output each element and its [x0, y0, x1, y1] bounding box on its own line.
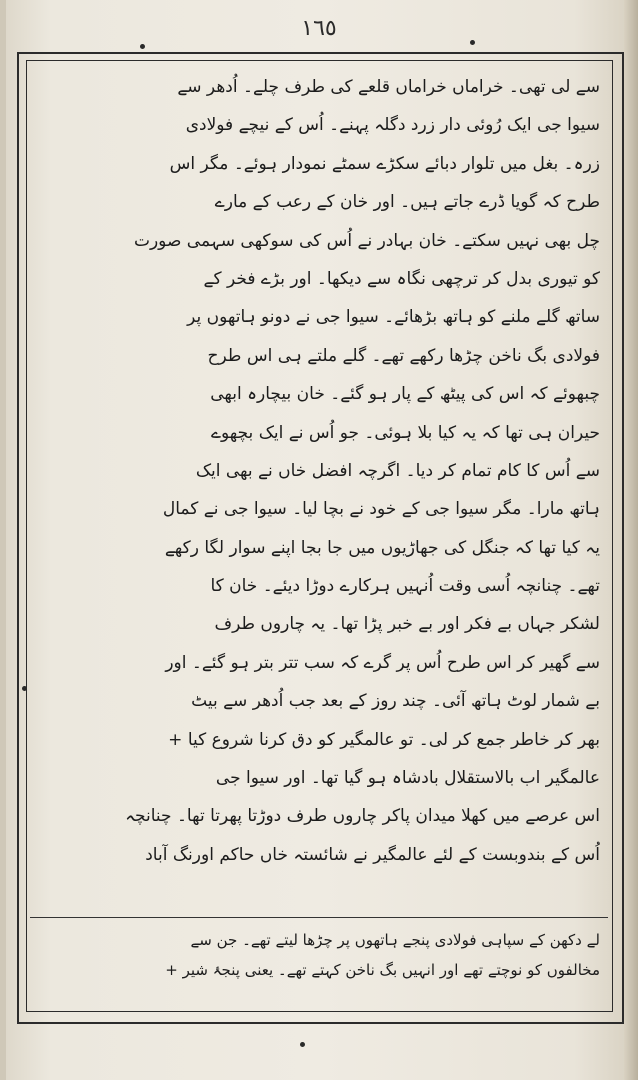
text-line: اس عرصے میں کھلا میدان پاکر چاروں طرف دوڑتا پھرتا تھا۔ چنانچہ [125, 806, 600, 827]
text-line: لشکر جہاں بے فکر اور بے خبر پڑا تھا۔ یہ چاروں طرف [214, 614, 600, 635]
footnote-line: لے دکھن کے سپاہی فولادی پنجے ہاتھوں پر چڑھا لیتے تھے۔ جن سے [190, 931, 600, 949]
page-right-edge [624, 0, 638, 1080]
text-line: عالمگیر اب بالاستقلال بادشاہ ہو گیا تھا۔ اور سیوا جی [215, 768, 600, 789]
margin-dot [22, 686, 27, 691]
footnote [40, 925, 600, 985]
text-line: سیوا جی ایک رُوئی دار زرد دگلہ پہنے۔ اُس کے نیچے فولادی [185, 115, 600, 136]
margin-dot [140, 44, 145, 49]
page-number: ١٦٥ [301, 16, 337, 41]
text-line: ہاتھ مارا۔ مگر سیوا جی کے خود نے بچا لیا۔ سیوا جی نے کمال [162, 499, 600, 520]
text-line: اُس کے بندوبست کے لئے عالمگیر نے شائستہ خاں حاکم اورنگ آباد [145, 844, 600, 865]
text-line: سے لی تھی۔ خراماں خراماں قلعے کی طرف چلے۔ اُدھر سے [177, 77, 600, 97]
text-line: بھر کر خاطر جمع کر لی۔ تو عالمگیر کو دق کرنا شروع کیا + [168, 729, 600, 750]
text-line: ساتھ گلے ملنے کو ہاتھ بڑھائے۔ سیوا جی نے دونو ہاتھوں پر [187, 307, 600, 328]
text-line: سے گھیر کر اس طرح اُس پر گرے کہ سب تتر بتر ہو گئے۔ اور [165, 652, 600, 673]
text-line: تھے۔ چنانچہ اُسی وقت اُنہیں ہرکارے دوڑا دیئے۔ خان کا [210, 576, 600, 597]
footnote-line: مخالفوں کو نوچتے تھے اور انہیں بگ ناخن کہتے تھے۔ یعنی پنجۂ شیر + [165, 961, 600, 979]
margin-dot [300, 1042, 305, 1047]
text-line: بے شمار لوٹ ہاتھ آئی۔ چند روز کے بعد جب اُدھر سے بیٹ [191, 691, 600, 712]
text-line: زرہ۔ بغل میں تلوار دبائے سکڑے سمٹے نمودار ہوئے۔ مگر اس [169, 153, 600, 174]
margin-dot [470, 40, 475, 45]
footnote-divider [30, 917, 608, 918]
text-line: چبھوئے کہ اس کی پیٹھ کے پار ہو گئے۔ خان بیچارہ ابھی [210, 384, 600, 405]
text-line: حیران ہی تھا کہ یہ کیا بلا ہوئی۔ جو اُس نے ایک بچھوے [211, 422, 600, 443]
text-line: فولادی بگ ناخن چڑھا رکھے تھے۔ گلے ملتے ہی اس طرح [207, 345, 600, 366]
text-line: کو تیوری بدل کر ترچھی نگاہ سے دیکھا۔ اور بڑے فخر کے [203, 268, 600, 289]
page-left-edge [0, 0, 6, 1080]
text-line: چل بھی نہیں سکتے۔ خان بہادر نے اُس کی سوکھی سہمی صورت [133, 230, 600, 251]
body-text [40, 68, 600, 874]
text-line: یہ کیا تھا کہ جنگل کی جھاڑیوں میں جا بجا اپنے سوار لگا رکھے [164, 537, 600, 558]
text-line: طرح کہ گویا ڈرے جاتے ہیں۔ اور خان کے رعب کے مارے [214, 192, 600, 213]
text-line: سے اُس کا کام تمام کر دیا۔ اگرچہ افضل خاں نے بھی ایک [195, 460, 600, 481]
